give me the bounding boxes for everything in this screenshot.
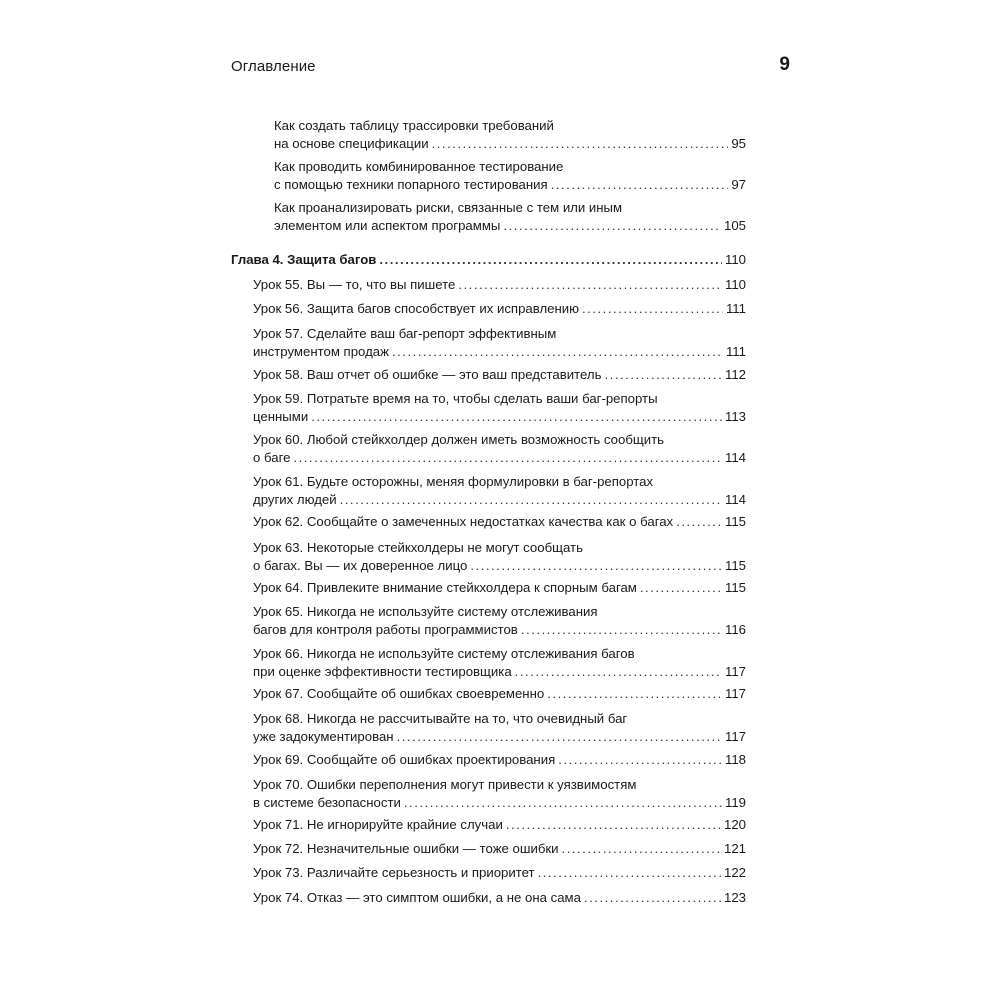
dot-leader [562, 840, 721, 858]
toc-entry-line: о багах. Вы — их доверенное лицо [253, 557, 468, 573]
toc-entry-line: Урок 55. Вы — то, что вы пишете [253, 277, 456, 292]
toc-entry [274, 158, 746, 193]
toc-page-number: 95 [731, 135, 746, 151]
toc-entry [253, 776, 746, 811]
toc-entry-line: элементом или аспектом программы [274, 217, 501, 233]
dot-leader [605, 366, 722, 384]
toc-entry [253, 473, 746, 508]
dot-leader [676, 513, 722, 531]
toc-page-number: 121 [723, 841, 746, 856]
toc-page-number: 119 [724, 794, 746, 810]
toc-page-number: 117 [724, 686, 746, 701]
toc-page-number: 122 [723, 865, 746, 880]
toc-page-number: 111 [725, 301, 746, 316]
toc-entry [274, 117, 746, 152]
dot-leader [547, 685, 722, 703]
toc-entry [253, 276, 746, 294]
toc-entry [253, 300, 746, 318]
toc-entry-line: Урок 59. Потратьте время на то, чтобы сделать ваши баг-репорты [253, 391, 658, 406]
toc-entry [253, 889, 746, 907]
dot-leader [515, 663, 722, 681]
toc-entry-line: инструментом продаж [253, 343, 389, 359]
toc-entry-line: Урок 73. Различайте серьезность и приоритет [253, 865, 535, 880]
toc-entry [253, 710, 746, 745]
toc-entry-line: Урок 68. Никогда не рассчитывайте на то, что очевидный баг [253, 711, 628, 726]
toc-page-number: 105 [723, 217, 746, 233]
toc-page-number: 115 [724, 514, 746, 529]
toc-entry-line: других людей [253, 491, 337, 507]
toc-entry-line: Как проводить комбинированное тестирование [274, 159, 564, 174]
toc-entry-line: уже задокументирован [253, 728, 394, 744]
toc-entry-line: Урок 57. Сделайте ваш баг-репорт эффективным [253, 326, 557, 341]
toc-entry-line: Как проанализировать риски, связанные с тем или иным [274, 200, 623, 215]
toc-page-number: 115 [724, 580, 746, 595]
dot-leader [404, 794, 722, 812]
toc-entry-line: Урок 71. Не игнорируйте крайние случаи [253, 817, 503, 832]
toc-entry-line: Урок 62. Сообщайте о замеченных недостатках качества как о багах [253, 514, 674, 529]
dot-leader [584, 889, 721, 907]
toc-entry [253, 645, 746, 680]
dot-leader [640, 579, 722, 597]
toc-entry [253, 513, 746, 531]
dot-leader [538, 864, 721, 882]
toc-page-number: 114 [724, 491, 746, 507]
toc-entry-line: Урок 63. Некоторые стейкхолдеры не могут сообщать [253, 540, 583, 555]
toc-page-number: 118 [724, 752, 746, 767]
toc-entry [253, 431, 746, 466]
toc-entry [253, 579, 746, 597]
page-number: 9 [779, 54, 790, 75]
toc-entry [253, 539, 746, 574]
toc-entry [253, 864, 746, 882]
dot-leader [379, 251, 722, 269]
chapter-title: Глава 4. Защита багов [231, 252, 377, 267]
toc-page-number: 117 [724, 728, 746, 744]
toc-entry-line: Урок 56. Защита багов способствует их исправлению [253, 301, 580, 316]
dot-leader [293, 449, 722, 467]
dot-leader [311, 408, 722, 426]
toc-entry [253, 603, 746, 638]
dot-leader [470, 557, 722, 575]
toc-page-number: 117 [724, 663, 746, 679]
toc-entry-line: Урок 61. Будьте осторожны, меняя формулировки в баг-репортах [253, 474, 654, 489]
toc-entry-line: в системе безопасности [253, 794, 401, 810]
toc-entry [253, 325, 746, 360]
toc-entry [253, 685, 746, 703]
toc-entry-line: Урок 58. Ваш отчет об ошибке — это ваш представитель [253, 367, 602, 382]
dot-leader [432, 135, 729, 153]
toc-page-number: 110 [724, 252, 746, 267]
toc-entry [253, 751, 746, 769]
toc-page-number: 115 [724, 557, 746, 573]
toc-entry-line: ценными [253, 408, 309, 424]
toc-entry-line: Урок 64. Привлеките внимание стейкхолдера к спорным багам [253, 580, 637, 595]
toc-entry-line: Урок 69. Сообщайте об ошибках проектирования [253, 752, 556, 767]
toc-page-number: 116 [724, 621, 746, 637]
toc-page-number: 111 [725, 343, 746, 359]
toc-entry-line: Урок 60. Любой стейкхолдер должен иметь возможность сообщить [253, 432, 664, 447]
toc-entry [253, 840, 746, 858]
toc-entry-line: Урок 65. Никогда не используйте систему отслеживания [253, 604, 598, 619]
dot-leader [340, 491, 722, 509]
toc-page-number: 113 [724, 408, 746, 424]
dot-leader [458, 276, 722, 294]
dot-leader [397, 728, 722, 746]
dot-leader [392, 343, 723, 361]
toc-page-number: 123 [723, 890, 746, 905]
toc-entry-line: на основе спецификации [274, 135, 429, 151]
toc-entry-line: Урок 72. Незначительные ошибки — тоже ошибки [253, 841, 559, 856]
toc-entry-line: Урок 66. Никогда не используйте систему отслеживания багов [253, 646, 635, 661]
toc-entry-line: багов для контроля работы программистов [253, 621, 518, 637]
toc-entry-line: Урок 70. Ошибки переполнения могут привести к уязвимостям [253, 777, 637, 792]
toc-entry [253, 816, 746, 834]
dot-leader [506, 816, 721, 834]
dot-leader [558, 751, 722, 769]
toc-entry [253, 366, 746, 384]
running-header-title: Оглавление [231, 58, 316, 75]
toc-chapter-entry [231, 251, 746, 269]
toc-page-number: 112 [724, 367, 746, 382]
toc-page-number: 114 [724, 449, 746, 465]
toc-entry [274, 199, 746, 234]
toc-entry-line: Урок 67. Сообщайте об ошибках своевременно [253, 686, 545, 701]
toc-entry-line: о баге [253, 449, 291, 465]
toc-page-number: 120 [723, 817, 746, 832]
dot-leader [551, 176, 729, 194]
toc-entry-line: с помощью техники попарного тестирования [274, 176, 548, 192]
toc-page-number: 97 [731, 176, 746, 192]
toc-entry-line: Урок 74. Отказ — это симптом ошибки, а не она сама [253, 890, 581, 905]
toc-page-number: 110 [724, 277, 746, 292]
dot-leader [503, 217, 721, 235]
toc-entry-line: при оценке эффективности тестировщика [253, 663, 512, 679]
toc-entry [253, 390, 746, 425]
dot-leader [521, 621, 722, 639]
dot-leader [582, 300, 723, 318]
toc-entry-line: Как создать таблицу трассировки требований [274, 118, 554, 133]
